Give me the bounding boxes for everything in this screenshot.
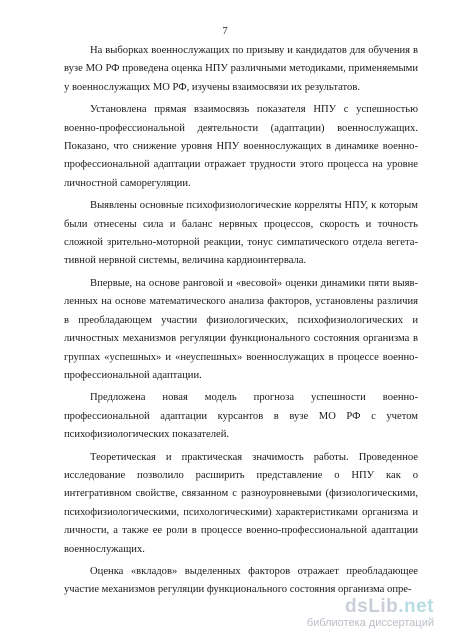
watermark-logo [307,597,434,617]
paragraph: Предложена новая модель прогноза успешности военно-профессиональной адаптации курсантов в вузе МО РФ с учетом психофизиологических показателей. [64,392,418,441]
document-body [64,42,418,604]
paragraph: Выявлены основные психофизиологические корреляты НПУ, к которым были отнесены сила и баланс нервных процессов, скорость и точность сложной зрительно-моторной реакции, тонус симпатического отдела вегетативной нервной системы, величина кардиоинтервала. [64,200,418,267]
paragraph: Установлена прямая взаимосвязь показателя НПУ с успешностью военно-профессиональной деятельности (адаптации) военнослужащих. Показано, что снижение уровня НПУ военнослужащих в динамике военно-профессиональной адаптации отражает трудности этого процесса на уровне личностной саморегуляции. [64,104,418,189]
paragraph: Оценка «вкладов» выделенных факторов отражает преобладающее участие механизмов регуляции функционального состояния организма опре- [64,565,418,596]
watermark-logo-suffix: .net [398,596,434,617]
watermark-tagline: библиотека диссертаций [306,617,434,629]
watermark-logo-main: dsLib [345,596,399,617]
watermark [307,597,434,630]
paragraph: На выборках военнослужащих по призыву и кандидатов для обучения в вузе МО РФ проведена оценка НПУ различными методиками, применяемыми у военнослужащих МО РФ, изучены взаимосвязи их результатов. [64,45,418,93]
page-number: 7 [222,26,228,37]
paragraph: Впервые, на основе ранговой и «весовой» оценки динамики пяти выявленных на основе математического анализа факторов, установлены различия в преобладающем участии физиологических, психофизиологических и личностных механизмов регуляции функционального состояния организма в группах «успешных» и «неуспешных» военнослужащих в процессе военно-профессиональной адаптации. [64,277,418,381]
paragraph: Теоретическая и практическая значимость работы. Проведенное исследование позволило расширить представление о НПУ как о интегративном свойстве, связанном с разноуровневыми (физиологическими, психофизиологическими, психологическими) характеристиками организма и личности, а также ее роли в процессе военно-профессиональной адаптации военнослужащих. [64,451,418,555]
